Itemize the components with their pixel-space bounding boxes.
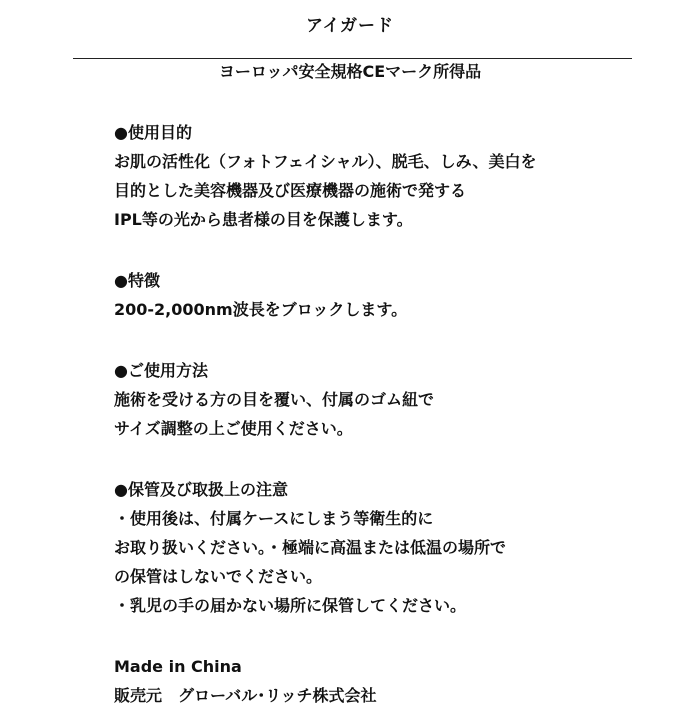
content-body bbox=[114, 118, 674, 710]
section-line: サイズ調整の上ご使用ください。 bbox=[114, 419, 353, 438]
section-line: ・使用後は、付属ケースにしまう等衛生的に bbox=[114, 509, 434, 528]
title-divider bbox=[73, 58, 632, 59]
seller-text: 販売元 グローバル･リッチ株式会社 bbox=[114, 686, 377, 705]
section-line: 200-2,000nm波長をブロックします。 bbox=[114, 300, 408, 319]
section-heading: ●特徴 bbox=[114, 271, 160, 290]
section-usage bbox=[114, 356, 674, 443]
section-line: IPL等の光から患者様の目を保護します。 bbox=[114, 210, 413, 229]
section-line: お肌の活性化（フォトフェイシャル）、脱毛、しみ、美白を bbox=[114, 152, 537, 171]
section-line: の保管はしないでください。 bbox=[114, 567, 323, 586]
section-features bbox=[114, 266, 674, 324]
section-line: 目的とした美容機器及び医療機器の施術で発する bbox=[114, 181, 467, 200]
section-line: 施術を受ける方の目を覆い、付属のゴム紐で bbox=[114, 390, 435, 409]
section-line: ・乳児の手の届かない場所に保管してください。 bbox=[114, 596, 467, 615]
section-line: お取り扱いください。・極端に高温または低温の場所で bbox=[114, 538, 507, 557]
section-heading: ●使用目的 bbox=[114, 123, 192, 142]
section-heading: ●保管及び取扱上の注意 bbox=[114, 480, 288, 499]
section-purpose bbox=[114, 118, 674, 234]
section-storage-cautions bbox=[114, 475, 674, 620]
section-heading: ●ご使用方法 bbox=[114, 361, 208, 380]
certification-subtitle: ヨーロッパ安全規格CEマーク所得品 bbox=[218, 62, 482, 81]
footer-info bbox=[114, 652, 674, 710]
origin-text: Made in China bbox=[114, 657, 242, 676]
page-title: アイガード bbox=[306, 16, 394, 36]
